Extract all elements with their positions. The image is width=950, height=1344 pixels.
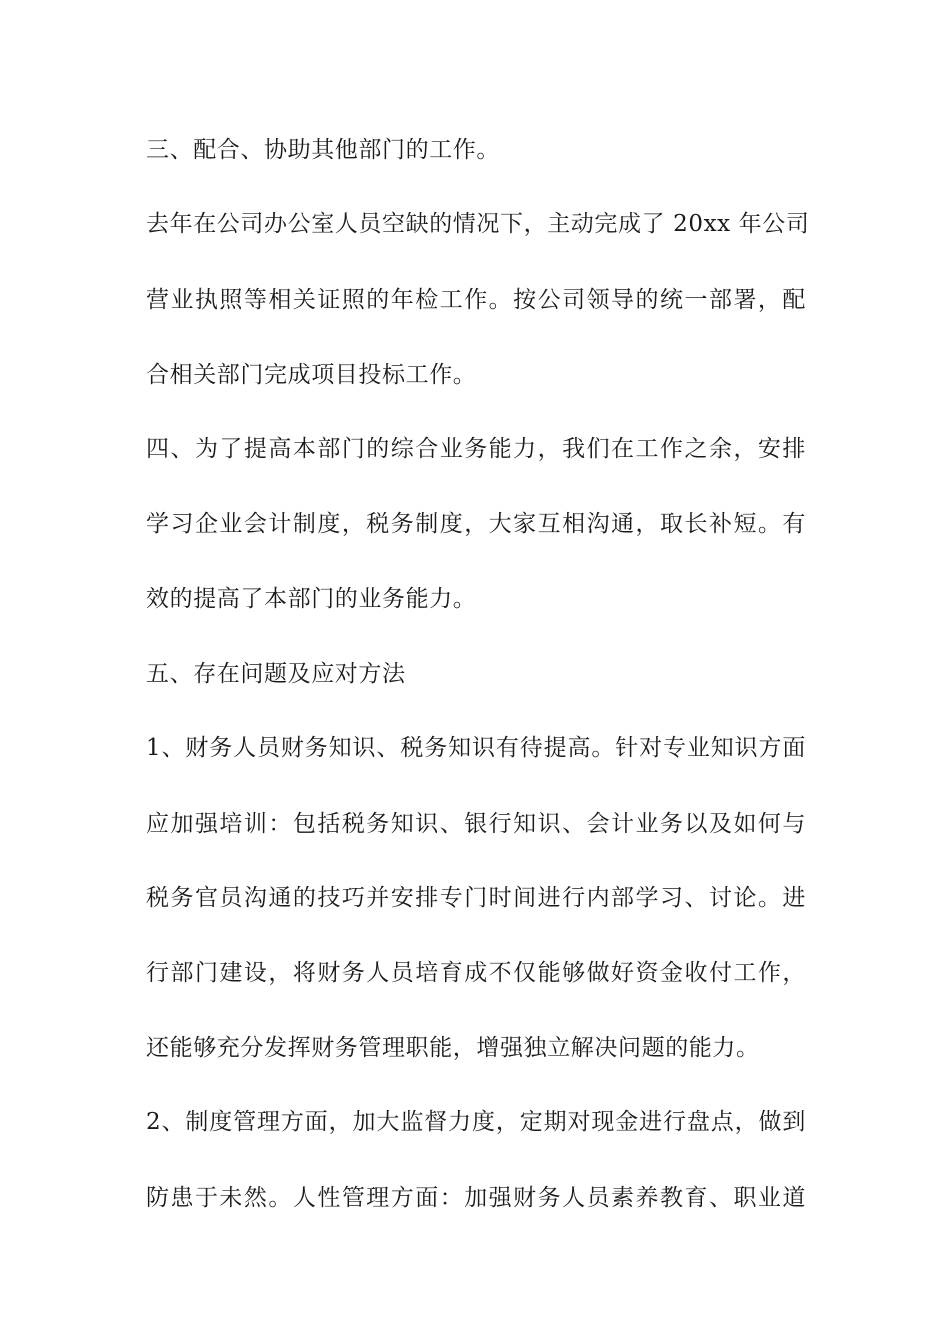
paragraph-line: 合相关部门完成项目投标工作。 — [146, 362, 477, 388]
paragraph-line: 学习企业会计制度，税务制度，大家互相沟通，取长补短。有 — [146, 511, 806, 537]
paragraph-line: 还能够充分发挥财务管理职能，增强独立解决问题的能力。 — [146, 1035, 760, 1061]
paragraph-line: 税务官员沟通的技巧并安排专门时间进行内部学习、讨论。进 — [146, 885, 806, 911]
section-heading-4: 四、为了提高本部门的综合业务能力，我们在工作之余，安排 — [146, 436, 806, 462]
paragraph-line: 去年在公司办公室人员空缺的情况下，主动完成了 20xx 年公司 — [146, 211, 810, 237]
paragraph-line: 应加强培训：包括税务知识、银行知识、会计业务以及如何与 — [146, 811, 806, 837]
paragraph-line: 防患于未然。人性管理方面：加强财务人员素养教育、职业道 — [146, 1185, 806, 1211]
paragraph-line: 效的提高了本部门的业务能力。 — [146, 586, 477, 612]
paragraph-line: 行部门建设，将财务人员培育成不仅能够做好资金收付工作， — [146, 960, 806, 986]
paragraph-line: 营业执照等相关证照的年检工作。按公司领导的统一部署，配 — [146, 287, 806, 313]
section-heading-3: 三、配合、协助其他部门的工作。 — [146, 137, 500, 163]
section-heading-5: 五、存在问题及应对方法 — [146, 661, 406, 687]
list-item-2: 2、制度管理方面，加大监督力度，定期对现金进行盘点，做到 — [146, 1109, 806, 1135]
list-item-1: 1、财务人员财务知识、税务知识有待提高。针对专业知识方面 — [146, 735, 806, 761]
